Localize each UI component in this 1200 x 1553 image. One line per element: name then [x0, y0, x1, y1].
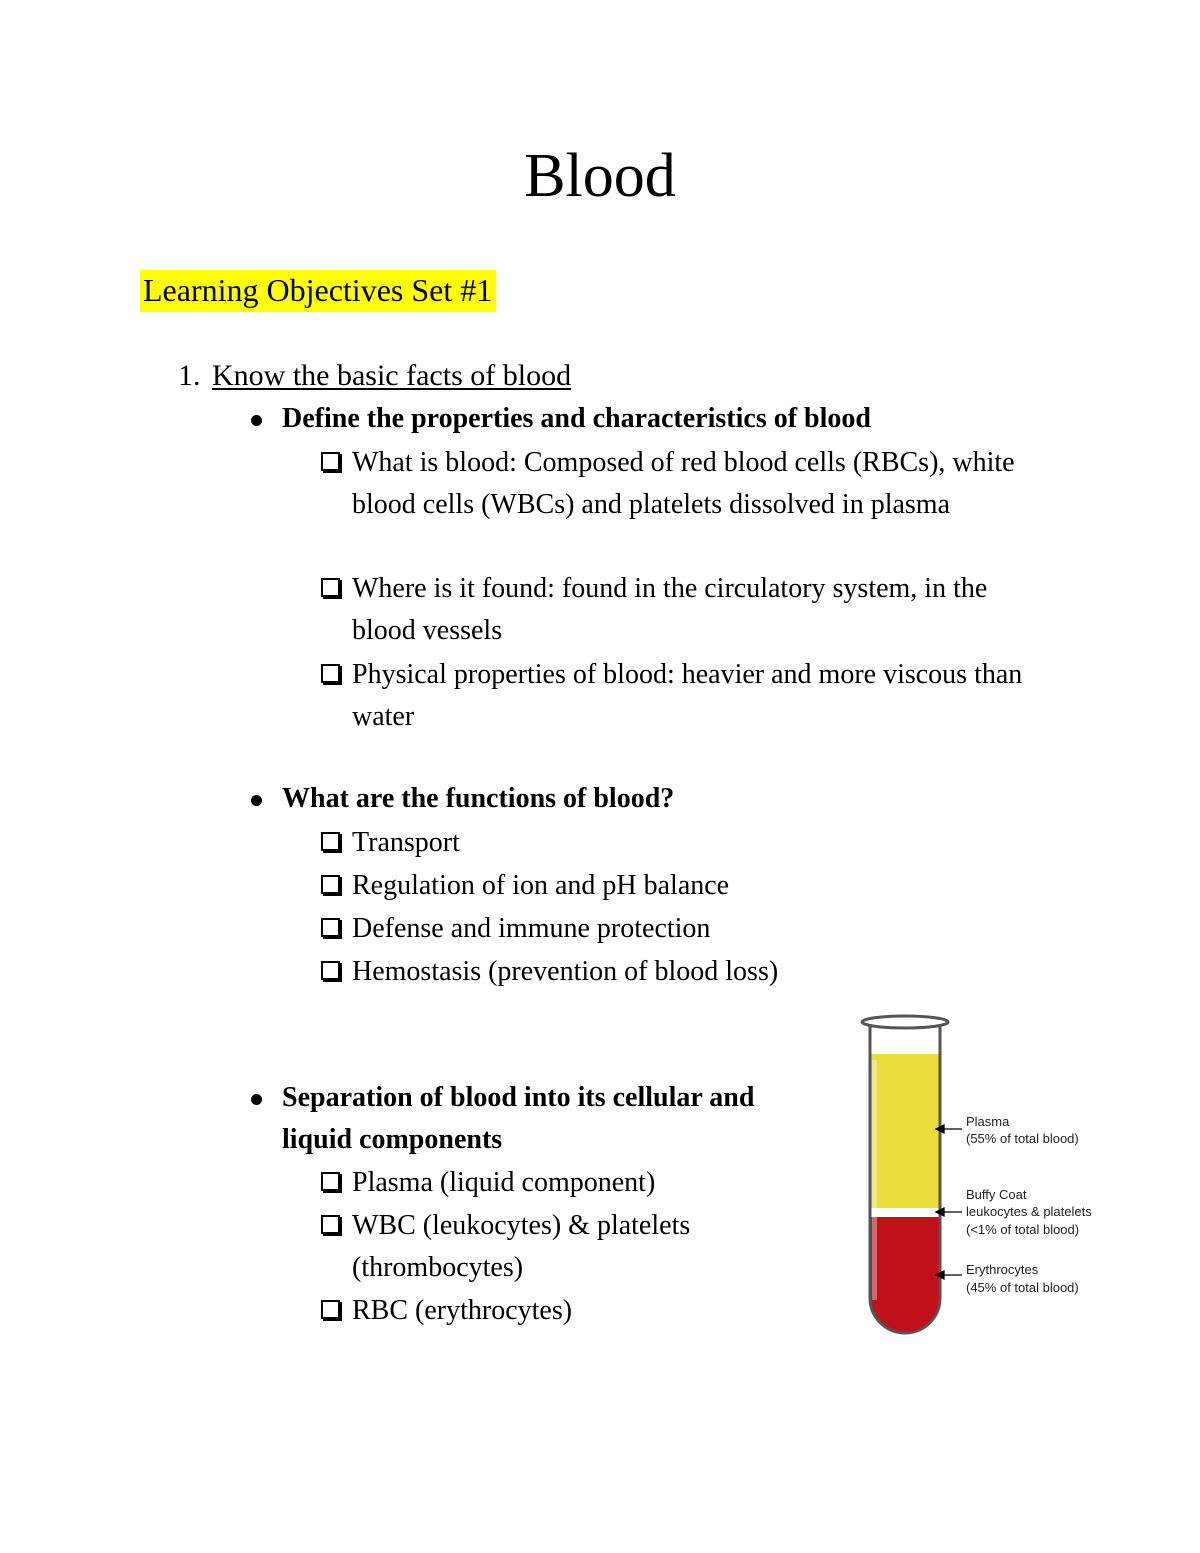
plasma-percent-label: (55% of total blood)	[966, 1131, 1079, 1146]
subitem-text: Hemostasis (prevention of blood loss)	[352, 956, 779, 987]
checkbox-icon	[321, 1300, 340, 1319]
checkbox-icon	[321, 918, 340, 937]
checkbox-icon	[321, 832, 340, 851]
buffy-coat-desc-label: leukocytes & platelets	[966, 1204, 1092, 1219]
page-title: Blood	[524, 142, 676, 210]
bullet-text: Define the properties and characteristics of blood	[282, 403, 871, 434]
subitem-text: Transport	[352, 827, 460, 858]
bullet-text: Separation of blood into its cellular and liquid components	[282, 1082, 755, 1155]
tube-rim	[862, 1016, 948, 1028]
checkbox-icon	[321, 875, 340, 894]
checkbox-icon	[321, 1172, 340, 1191]
buffy-coat-percent-label: (<1% of total blood)	[966, 1222, 1080, 1237]
bullet-separation	[248, 1077, 808, 1161]
checkbox-icon	[321, 664, 340, 683]
bullet-text: What are the functions of blood?	[282, 783, 675, 814]
bullet-functions	[248, 778, 988, 820]
erythrocytes-percent-label: (45% of total blood)	[966, 1280, 1079, 1295]
subitem-text: Where is it found: found in the circulatory system, in the blood vessels	[352, 573, 988, 646]
subitem-text: RBC (erythrocytes)	[352, 1295, 573, 1326]
subitem-defense	[320, 908, 840, 950]
plasma-label: Plasma	[966, 1114, 1010, 1129]
subitem-wbc	[320, 1205, 770, 1289]
subitem-rbc	[320, 1290, 780, 1332]
bullet-dot-icon	[251, 415, 262, 426]
subitem-plasma	[320, 1162, 780, 1204]
subitem-regulation	[320, 865, 840, 907]
tube-highlight	[872, 1060, 877, 1300]
checkbox-icon	[321, 961, 340, 980]
blood-test-tube-diagram	[852, 1008, 1112, 1348]
buffy-coat-label: Buffy Coat	[966, 1187, 1027, 1202]
bullet-dot-icon	[251, 795, 262, 806]
subitem-physical-properties	[320, 654, 1060, 738]
checkbox-icon	[321, 1215, 340, 1234]
subitem-text: Regulation of ion and pH balance	[352, 870, 730, 901]
subitem-text: WBC (leukocytes) & platelets (thrombocytes)	[352, 1210, 691, 1283]
item-title-text: Know the basic facts of blood	[212, 359, 572, 392]
subitem-text: Defense and immune protection	[352, 913, 711, 944]
bullet-dot-icon	[251, 1094, 262, 1105]
erythrocytes-label: Erythrocytes	[966, 1262, 1039, 1277]
subitem-where-found	[320, 568, 1040, 652]
section-heading: Learning Objectives Set #1	[140, 270, 496, 312]
subitem-text: Physical properties of blood: heavier and more viscous than water	[352, 659, 1023, 732]
item-number: 1.	[178, 359, 201, 392]
checkbox-icon	[321, 452, 340, 471]
checkbox-icon	[321, 578, 340, 597]
subitem-hemostasis	[320, 951, 790, 993]
subitem-transport	[320, 822, 840, 864]
bullet-properties	[248, 398, 988, 440]
subitem-what-is-blood	[320, 442, 1040, 526]
subitem-text: What is blood: Composed of red blood cells (RBCs), white blood cells (WBCs) and platelets dissolved in plasma	[352, 447, 1015, 520]
subitem-text: Plasma (liquid component)	[352, 1167, 656, 1198]
numbered-item-title	[178, 357, 571, 395]
